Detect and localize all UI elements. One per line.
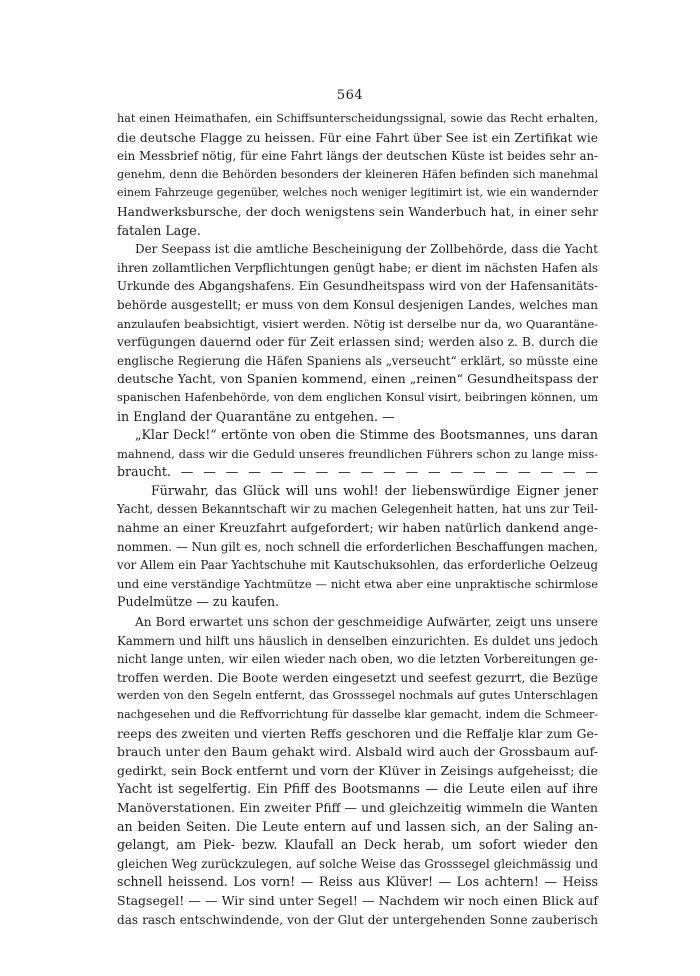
text-line: Kammern und hilft uns häuslich in denselben einzurichten. Es duldet uns jedoch — [117, 633, 598, 648]
text-line: Yacht, dessen Bekanntschaft wir zu machen Gelegenheit hatten, hat uns zur Teil- — [117, 502, 598, 517]
paragraph — [117, 110, 598, 240]
text-line: genehm, denn die Behörden besonders der kleineren Häfen befinden sich manehmal — [117, 167, 598, 181]
text-line: schnell heissend. Los vorn! — Reiss aus Klüver! — Los achtern! — Heiss — [117, 874, 598, 890]
text-line: an beiden Seiten. Die Leute entern auf und lassen sich, an der Saling an- — [117, 818, 598, 834]
text-line: fatalen Lage. — [117, 222, 201, 238]
text-line: werden von den Segeln entfernt, das Grosssegel nochmals auf gutes Unterschlagen — [117, 689, 598, 703]
text-line: einem Fahrzeuge gegenüber, welches noch weniger legitimirt ist, wie ein wandernder — [117, 186, 598, 200]
text-line: verfügungen dauernd oder für Zeit erlassen sind; werden also z. B. durch die — [117, 335, 598, 350]
text-line: Manöverstationen. Ein zweiter Pfiff — und gleichzeitig wimmeln die Wanten — [117, 800, 598, 815]
text-line: hat einen Heimathafen, ein Schiffsunterscheidungssignal, sowie das Recht erhalten, — [117, 112, 598, 125]
text-line: ihren zollamtlichen Verpflichtungen genügt habe; er dient im nächsten Hafen als — [117, 260, 598, 275]
text-line: nicht lange unten, wir eilen wieder nach oben, wo die letzten Vorbereitungen ge- — [117, 652, 598, 667]
text-line: An Bord erwartet uns schon der geschmeidige Aufwärter, zeigt uns unsere — [135, 615, 598, 630]
text-line: englische Regierung die Häfen Spaniens als „verseucht“ erklärt, so müsste eine — [117, 353, 598, 368]
text-line: „Klar Deck!“ ertönte von oben die Stimme des Bootsmannes, uns daran — [135, 427, 598, 443]
text-line: gelangt, am Piek- bezw. Klaufall an Deck herab, um sofort wieder den — [117, 837, 598, 853]
text-line: Stagsegel! — — Wir sind unter Segel! — Nachdem wir noch einen Blick auf — [117, 892, 598, 908]
text-line: in England der Quarantäne zu entgehen. — — [117, 408, 395, 424]
text-line: Yacht ist segelfertig. Ein Pfiff des Bootsmanns — die Leute eilen auf ihre — [117, 781, 598, 797]
text-line: brauch unter den Baum gehakt wird. Alsbald wird auch der Grossbaum auf- — [117, 744, 598, 760]
text-line: nachgesehen und die Reffvorrichtung für dasselbe klar gemacht, indem die Schmeer- — [117, 708, 598, 721]
text-line: deutsche Yacht, von Spanien kommend, einen „reinen“ Gesundheitspass der — [117, 372, 598, 387]
text-line: das rasch entschwindende, von der Glut der untergehenden Sonne zauberisch — [117, 912, 598, 927]
paragraph — [117, 482, 598, 612]
text-line: anzulaufen beabsichtigt, visiert werden. Nötig ist derselbe nur da, wo Quarantäne- — [117, 316, 598, 331]
text-line: troffen werden. Die Boote werden eingesetzt und seefest gezurrt, die Bezüge — [117, 670, 598, 685]
text-line: ein Messbrief nötig, für eine Fahrt längs der deutschen Küste ist beides sehr an- — [117, 149, 598, 164]
paragraph — [117, 240, 598, 426]
text-line: Fürwahr, das Glück will uns wohl! der liebenswürdige Eigner jener — [151, 482, 598, 498]
text-line: gleichen Weg zurückzulegen, auf solche Weise das Grosssegel gleichmässig und — [117, 856, 598, 871]
text-line: Pudelmütze — zu kaufen. — [117, 594, 280, 610]
text-line: Handwerksbursche, der doch wenigstens sein Wanderbuch hat, in einer sehr — [117, 204, 598, 219]
paragraph — [117, 426, 598, 482]
text-line: mahnend, dass wir die Geduld unseres freundlichen Führers schon zu lange miss- — [117, 446, 598, 461]
text-line: die deutsche Flagge zu heissen. Für eine Fahrt über See ist ein Zertifikat wie — [117, 130, 598, 145]
body-text — [117, 110, 598, 929]
text-line: braucht. — — — — — — — — — — — — — — — — — — — — [117, 464, 598, 480]
text-line: gedirkt, sein Bock entfernt und vorn der Klüver in Zeisings aufgeheisst; die — [117, 762, 598, 778]
text-line: und eine verständige Yachtmütze — nicht etwa aber eine unpraktische schirmlose — [117, 576, 598, 591]
paragraph — [117, 613, 598, 929]
text-line: Urkunde des Abgangshafens. Ein Gesundheitspass wird von der Hafensanitäts- — [117, 279, 598, 294]
text-line: reeps des zweiten und vierten Reffs geschoren und die Reffalje klar zum Ge- — [117, 726, 598, 741]
text-line: spanischen Hafenbehörde, von dem englichen Konsul visirt, beibringen können, um — [117, 390, 598, 404]
text-line: nahme an einer Kreuzfahrt aufgefordert; wir haben natürlich dankend ange- — [117, 521, 598, 536]
text-line: behörde ausgestellt; er muss von dem Konsul desjenigen Landes, welches man — [117, 297, 598, 312]
text-line: Der Seepass ist die amtliche Bescheinigung der Zollbehörde, dass die Yacht — [135, 242, 598, 257]
text-line: nommen. — Nun gilt es, noch schnell die erforderlichen Beschaffungen machen, — [117, 539, 598, 554]
text-line: vor Allem ein Paar Yachtschuhe mit Kautschuksohlen, das erforderliche Oelzeug — [117, 558, 598, 573]
page-number: 564 — [336, 88, 364, 103]
